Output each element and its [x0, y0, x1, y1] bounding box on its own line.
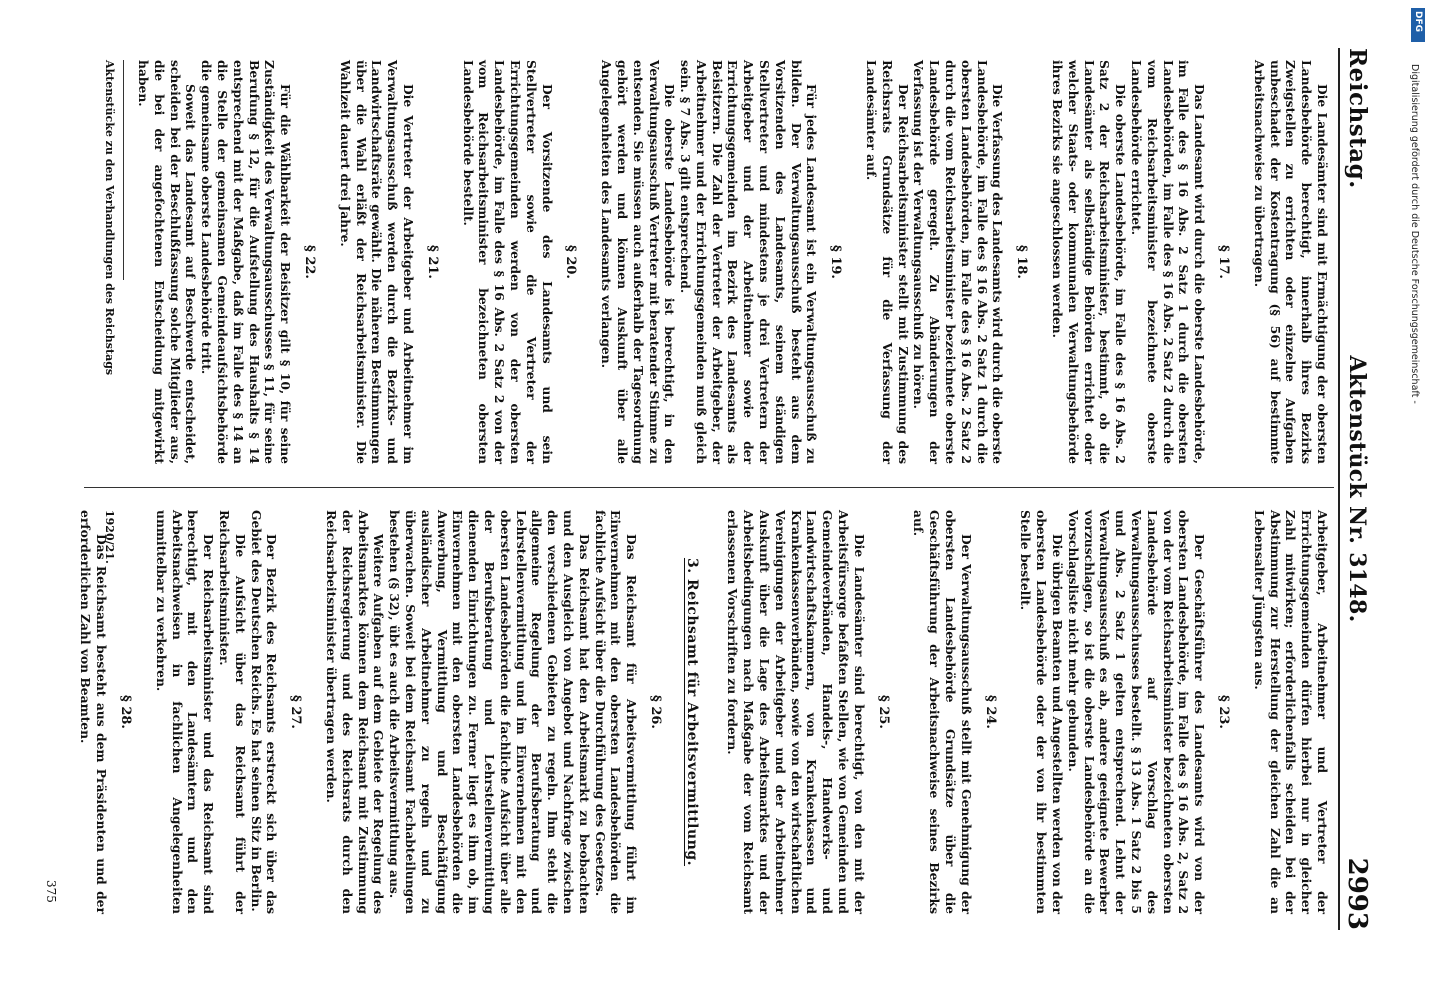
section-17-paragraph-1: Das Landesamt wird durch die oberste Landesbehörde, im Falle des § 16 Abs. 2 Satz 1 durch die obersten Landesbehörden, im Falle des § 16 Abs. 2 Satz 2 durch die vom Reichsarbeitsminister bezeichnete oberste Landesbehörde errichtet. — [1129, 60, 1208, 464]
section-27-paragraph-2: Die Aufsicht über das Reichsamt führt der Reichsarbeitsminister. — [216, 510, 248, 914]
section-23-paragraph-2: Die übrigen Beamten und Angestellten werden von der obersten Landesbehörde oder der von ihr bestimmten Stelle bestellt. — [1018, 510, 1066, 914]
section-25-paragraph-1: Die Landesämter sind berechtigt, von den mit der Arbeitsfürsorge befaßten Stellen, wie von Gemeinden und Gemeindeverbänden, Handels-, Handwerks- und Landwirtschaftskammern, von Krankenkassen und Krankenkassenverbänden, sowie von den wirtschaftlichen Vereinigungen der Arbeitgeber und der Arbeitnehmer Auskunft über die Lage des Arbeitsmarktes und der Arbeitsbedingungen nach Maßgabe der vom Reichsamt erlassenen Vorschriften zu fordern. — [725, 510, 867, 914]
section-24-title: § 24. — [982, 695, 998, 729]
section-25-title: § 25. — [875, 695, 891, 729]
section-28-title: § 28. — [118, 695, 133, 729]
section-27-paragraph-1: Der Bezirk des Reichsamts erstreckt sich über das Gebiet des Deutschen Reichs. Es hat seinen Sitz in Berlin. — [248, 510, 280, 914]
footer-page-number: 375 — [44, 880, 58, 903]
section-22-title: § 22. — [301, 245, 317, 279]
section-19-paragraph-2: Die oberste Landesbehörde ist berechtigt, in den Verwaltungsausschuß Vertreter mit beratender Stimme zu entsenden. Sie müssen auch außerhalb der Tagesordnung gehört werden und können Auskunft über alle Angelegenheiten des Landesamts verlangen. — [599, 60, 678, 464]
section-22-paragraph-1: Für die Wählbarkeit der Beisitzer gilt § 10, für seine Zuständigkeit des Verwaltungsausschusses § 11, für seine Berufung § 12, für die Aufstellung des Haushalts § 14 entsprechend mit der Maßgabe, daß im Falle des § 14 an die Stelle der gemeinsamen Gemeindeaufsichtsbehörde die gemeinsame oberste Landesbehörde tritt. — [199, 60, 294, 464]
section-23-title: § 23. — [1216, 695, 1232, 729]
page-header — [1338, 48, 1376, 930]
section-26-paragraph-1: Das Reichsamt für Arbeitsvermittlung führt im Einvernehmen mit den obersten Landesbehörden die fachliche Aufsicht über die Durchführung des Gesetzes. — [592, 510, 640, 914]
section-18-paragraph-1: Die Verfassung des Landesamts wird durch die oberste Landesbehörde, im Falle des § 16 Abs. 2 Satz 1 durch die obersten Landesbehörden, im Falle des § 16 Abs. 2 Satz 2 durch die vom Reichsarbeitsminister bezeichnete oberste Landesbehörde geregelt. Zu Abänderungen der Verfassung ist der Verwaltungsausschuß zu hören. — [911, 60, 1006, 464]
right-intro-paragraph: Arbeitgeber, Arbeitnehmer und Vertreter der Errichtungsgemeinden dürfen hierbei nur in gleicher Zahl mitwirken; erforderlichenfalls scheiden bei der Abstimmung zur Herstellung der gleichen Zahl die an Lebensalter Jüngsten aus. — [1251, 510, 1330, 914]
chapter-heading-reichsamt: 3. Reichsamt für Arbeitsvermittlung. — [683, 557, 700, 867]
section-23-paragraph-1: Der Geschäftsführer des Landesamts wird von der obersten Landesbehörde, im Falle des § 16 Abs. 2, Satz 2 von der vom Reichsarbeitsminister bezeichneten obersten Landesbehörde auf Vorschlag des Verwaltungsausschusses bestellt. § 13 Abs. 1 Satz 2 bis 5 und Abs. 2 Satz 1 gelten entsprechend. Lehnt der Verwaltungsausschuß es ab, andere geeignete Bewerber vorzuschlagen, so ist die oberste Landesbehörde an die Vorschlagsliste nicht mehr gebunden. — [1065, 510, 1208, 914]
section-26-paragraph-2: Das Reichsamt hat den Arbeitsmarkt zu beobachten und den Ausgleich von Angebot und Nachfrage zwischen den verschiedenen Gebieten zu regeln. Ihm steht die allgemeine Regelung der Berufsberatung und Lehrstellenvermittlung und im Einvernehmen mit den obersten Landesbehörden die fachliche Aufsicht über alle der Berufsberatung und Lehrstellenvermittlung dienenden Einrichtungen zu. Ferner liegt es ihm ob, im Einvernehmen mit den obersten Landesbehörden die Anwerbung, Vermittlung und Beschäftigung ausländischer Arbeitnehmer zu regeln und zu überwachen. Soweit bei dem Reichsamt Fachabteilungen bestehen (§ 32), übt es auch die Arbeitsvermittlung aus. — [387, 510, 592, 914]
digitization-stamp: Digitalisierung gefördert durch die Deutsche Forschungsgemeinschaft - — [1409, 64, 1420, 404]
section-20-title: § 20. — [563, 245, 579, 279]
section-19-title: § 19. — [828, 245, 844, 279]
section-20-paragraph-1: Der Vorsitzende des Landesamts und sein Stellvertreter sowie die Vertreter der Errichtungsgemeinden werden von der obersten Landesbehörde, im Falle des § 16 Abs. 2 Satz 2 von der vom Reichsarbeitsminister bezeichneten obersten Landesbehörde bestellt. — [460, 60, 555, 464]
section-22-paragraph-2: Soweit das Landesamt auf Beschwerde entscheidet, scheiden bei der Beschlußfassung solche Mitglieder aus, die bei der angefochtenen Entscheidung mitgewirkt haben. — [136, 60, 199, 464]
section-26-title: § 26. — [647, 695, 663, 729]
section-21-paragraph-1: Die Vertreter der Arbeitgeber und Arbeitnehmer im Verwaltungsausschuß werden durch die Bezirks- und Landwirtschaftsräte gewählt. Die näheren Bestimmungen über die Wahl erläßt der Reichsarbeitsminister. Die Wahlzeit dauert drei Jahre. — [337, 60, 416, 464]
section-28-paragraph-1: Das Reichsamt besteht aus dem Präsidenten und der erforderlichen Zahl von Beamten. — [78, 510, 110, 914]
right-column — [78, 510, 1330, 914]
dfg-logo — [1411, 8, 1425, 42]
section-24-paragraph-1: Der Verwaltungsausschuß stellt mit Genehmigung der obersten Landesbehörde Grundsätze über die Geschäftsführung der Arbeitsnachweise seines Bezirks auf. — [911, 510, 974, 914]
header-left: Reichstag. — [1344, 48, 1371, 189]
section-21-title: § 21. — [424, 245, 440, 279]
section-26-paragraph-3: Weitere Aufgaben auf dem Gebiete der Regelung des Arbeitsmarktes können dem Reichsamt mit Zustimmung der Reichsregierung und des Reichsrats durch den Reichsarbeitsminister übertragen werden. — [323, 510, 387, 914]
section-19-paragraph-1: Für jedes Landesamt ist ein Verwaltungsausschuß zu bilden. Der Verwaltungsausschuß besteht aus dem Vorsitzenden des Landesamts, seinem ständigen Stellvertreter und mindestens je drei Vertretern der Arbeitgeber und der Arbeitnehmer sowie der Errichtungsgemeinden im Bezirk des Landesamts als Beisitzern. Die Zahl der Vertreter der Arbeitgeber, der Arbeitnehmer und der Errichtungsgemeinden muß gleich sein. § 7 Abs. 3 gilt entsprechend. — [678, 60, 820, 464]
dfg-logo-text: DFG — [1413, 11, 1423, 33]
footer-session-year: 1920/21. — [103, 510, 116, 564]
section-27-paragraph-3: Der Reichsarbeitsminister und das Reichsamt sind berechtigt, mit den Landesämtern und den Arbeitsnachweisen in fachlichen Angelegenheiten unmittelbar zu verkehren. — [153, 510, 217, 914]
left-intro-paragraph: Die Landesämter sind mit Ermächtigung der obersten Landesbehörde berechtigt, innerhalb ihres Bezirks Zweigstellen zu errichten oder einzelne Aufgaben unbeschadet der Kostentragung (§ 56) auf bestimmte Arbeitsnachweise zu übertragen. — [1251, 60, 1330, 464]
header-page-number: 2993 — [1342, 857, 1372, 930]
footer-source-line: Aktenstücke zu den Verhandlungen des Reichstags — [103, 60, 116, 376]
column-divider — [84, 487, 1334, 488]
section-17-paragraph-2: Die oberste Landesbehörde, im Falle des § 16 Abs. 2 Satz 2 der Reichsarbeitsminister, bestimmt, ob die Landesämter als selbständige Behörden errichtet oder welcher Staats- oder kommunalen Verwaltungsbehörde ihres Bezirks sie angeschlossen werden. — [1050, 60, 1129, 464]
header-center: Aktenstück Nr. 3148. — [1344, 355, 1370, 623]
section-17-title: § 17. — [1216, 245, 1232, 279]
section-18-paragraph-2: Der Reichsarbeitsminister stellt mit Zustimmung des Reichsrats Grundsätze für die Verfassung der Landesämter auf. — [864, 60, 911, 464]
section-18-title: § 18. — [1014, 245, 1030, 279]
section-27-title: § 27. — [288, 695, 304, 729]
footer-rule — [123, 60, 124, 280]
left-column — [135, 60, 1330, 464]
